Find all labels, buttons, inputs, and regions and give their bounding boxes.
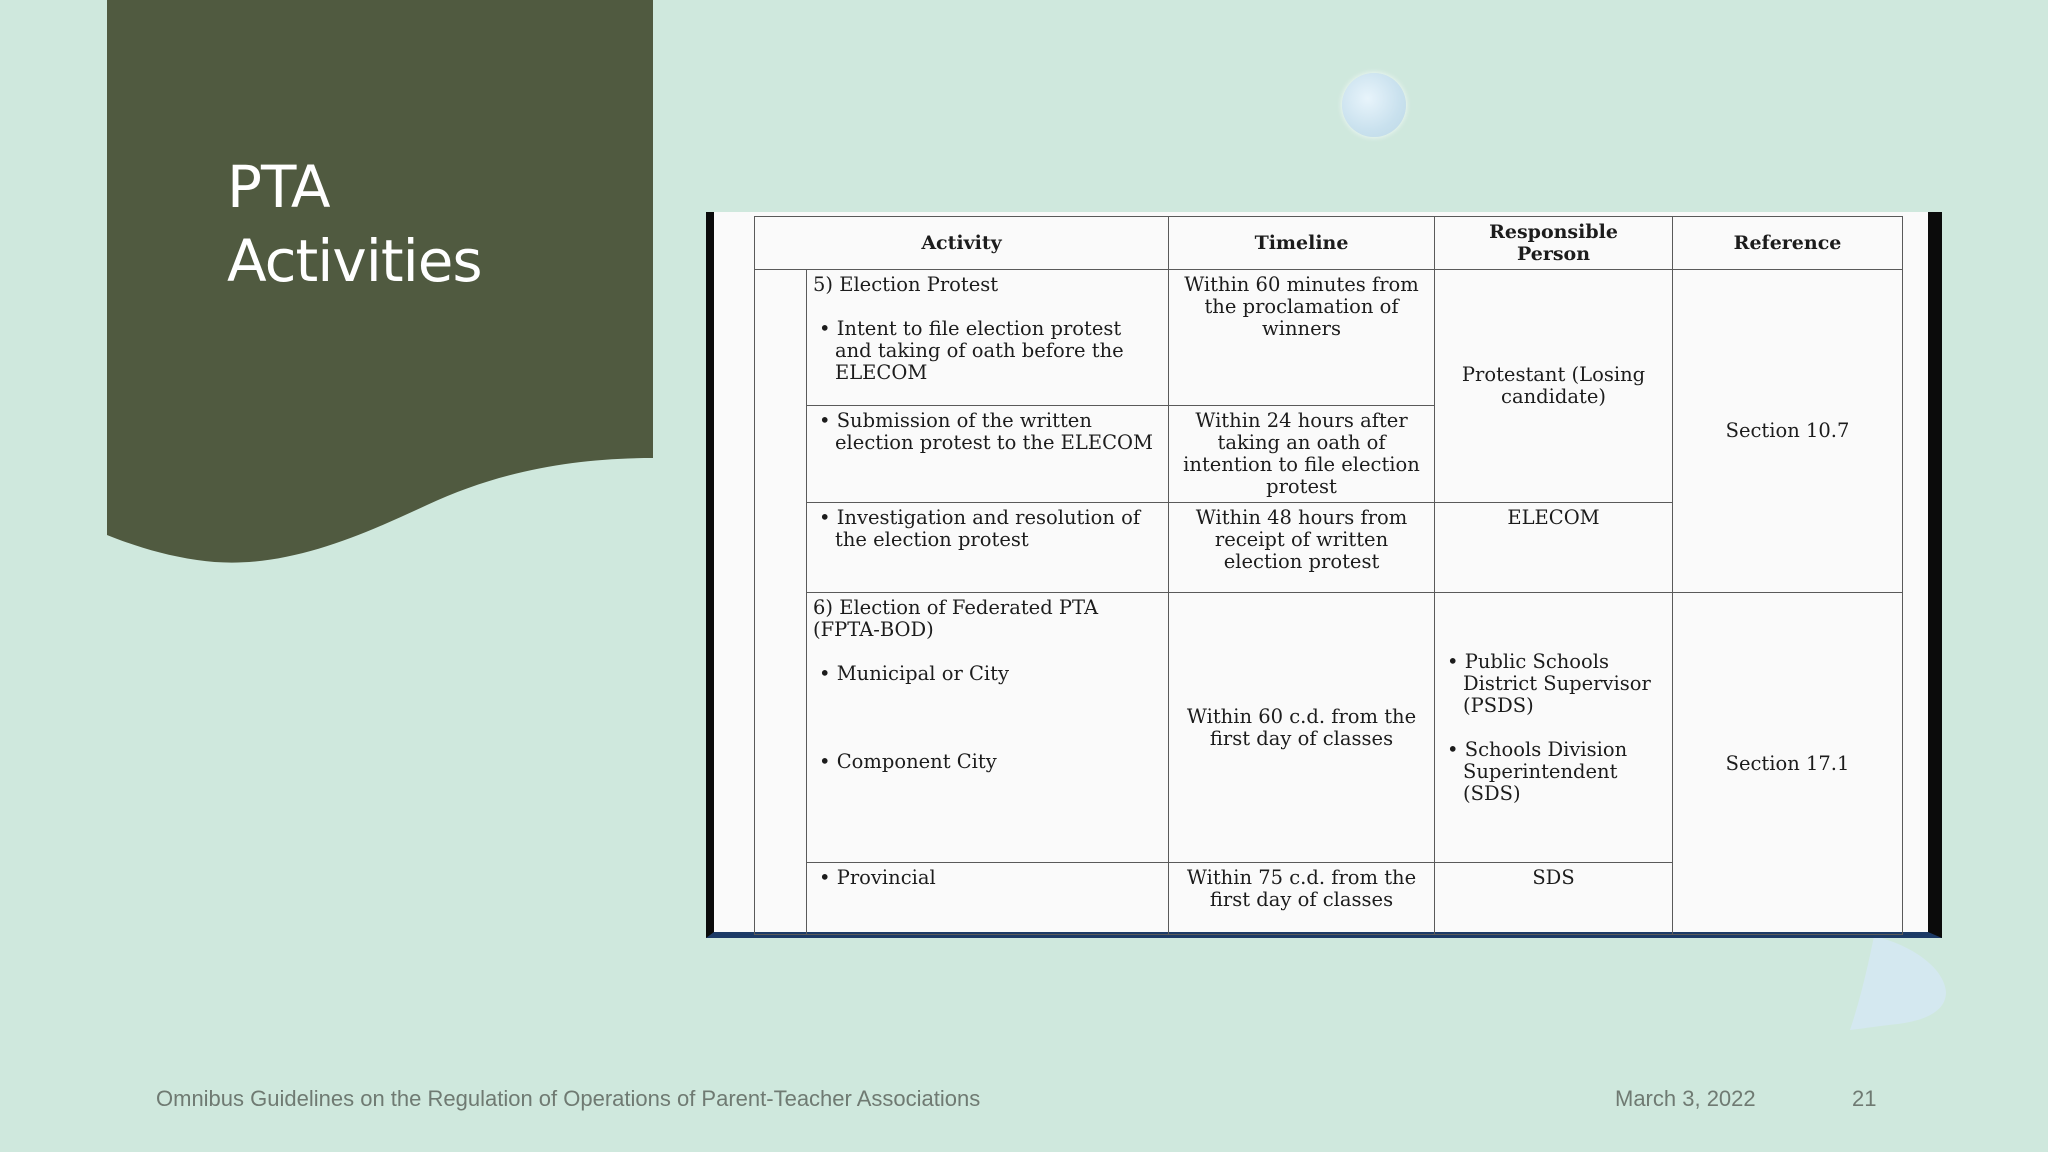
footer-date: March 3, 2022 bbox=[1615, 1086, 1756, 1111]
cell-timeline: Within 48 hours from receipt of written election protest bbox=[1169, 503, 1435, 593]
slide-title bbox=[227, 150, 482, 298]
activity-bullet: • Provincial bbox=[819, 866, 936, 889]
header-responsible-line2: Person bbox=[1516, 243, 1591, 265]
cell-activity-provincial bbox=[807, 863, 1169, 935]
cell-responsible-elecom: ELECOM bbox=[1435, 503, 1673, 593]
header-responsible-line1: Responsible bbox=[1489, 221, 1618, 243]
responsible-item: • Public Schools District Supervisor (PSDS) bbox=[1447, 649, 1651, 717]
cell-reference-section-10-7: Section 10.7 bbox=[1673, 270, 1903, 593]
corner-decoration bbox=[1848, 936, 1948, 1032]
activity-bullet: • Component City bbox=[819, 750, 997, 773]
responsible-item: • Schools Division Superintendent (SDS) bbox=[1447, 737, 1628, 805]
cell-timeline: Within 75 c.d. from the first day of classes bbox=[1169, 863, 1435, 935]
table-row bbox=[755, 593, 1903, 863]
cell-responsible-sds: SDS bbox=[1435, 863, 1673, 935]
activities-table bbox=[754, 216, 1903, 935]
title-line-2: Activities bbox=[227, 227, 482, 295]
activity-heading: 5) Election Protest bbox=[813, 273, 999, 296]
activity-bullet: • Investigation and resolution of the election protest bbox=[819, 506, 1141, 551]
cell-timeline: Within 60 c.d. from the first day of classes bbox=[1169, 593, 1435, 863]
cell-timeline: Within 24 hours after taking an oath of intention to file election protest bbox=[1169, 406, 1435, 503]
table-header-row bbox=[755, 217, 1903, 270]
header-timeline: Timeline bbox=[1169, 217, 1435, 270]
cell-responsible-psds-sds bbox=[1435, 593, 1673, 863]
cell-activity-federated-election bbox=[807, 593, 1169, 863]
table-left-margin bbox=[755, 270, 807, 935]
activity-bullet: • Municipal or City bbox=[819, 662, 1009, 685]
activity-heading: 6) Election of Federated PTA (FPTA-BOD) bbox=[813, 596, 1099, 641]
cell-activity-submission bbox=[807, 406, 1169, 503]
table-image bbox=[706, 212, 1942, 938]
title-line-1: PTA bbox=[227, 153, 330, 221]
circle-decoration bbox=[1342, 73, 1406, 137]
cell-timeline: Within 60 minutes from the proclamation of winners bbox=[1169, 270, 1435, 406]
cell-activity-investigation bbox=[807, 503, 1169, 593]
header-responsible-person bbox=[1435, 217, 1673, 270]
footer-text: Omnibus Guidelines on the Regulation of Operations of Parent-Teacher Associations bbox=[156, 1086, 981, 1111]
cell-reference-section-17-1: Section 17.1 bbox=[1673, 593, 1903, 935]
cell-activity-election-protest bbox=[807, 270, 1169, 406]
activity-bullet: • Submission of the written election protest to the ELECOM bbox=[819, 409, 1153, 454]
activity-bullet: • Intent to file election protest and taking of oath before the ELECOM bbox=[819, 317, 1124, 384]
footer-page-number: 21 bbox=[1852, 1086, 1877, 1111]
header-activity: Activity bbox=[755, 217, 1169, 270]
cell-responsible-protestant: Protestant (Losing candidate) bbox=[1435, 270, 1673, 503]
table-row bbox=[755, 270, 1903, 406]
header-reference: Reference bbox=[1673, 217, 1903, 270]
